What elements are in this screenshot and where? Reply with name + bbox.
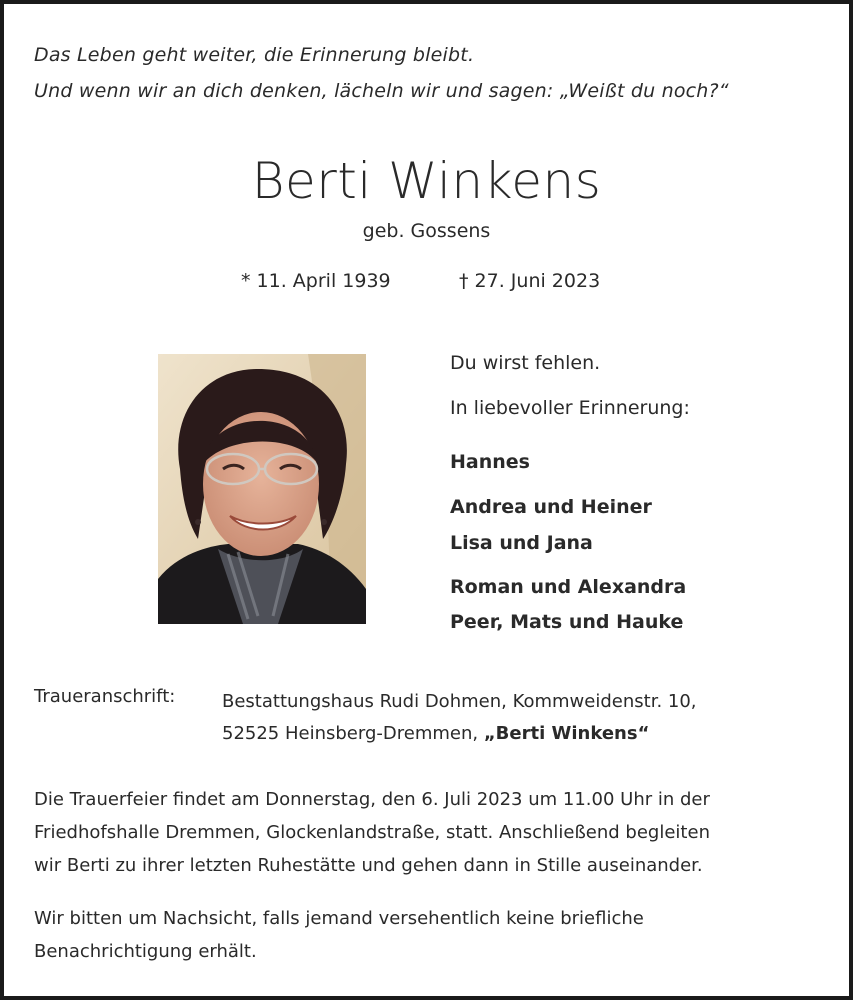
ceremony-line-2: Friedhofshalle Dremmen, Glockenlandstraße, statt. Anschließend begleiten xyxy=(34,822,710,843)
portrait-image xyxy=(158,354,366,624)
ceremony-line-3: wir Berti zu ihrer letzten Ruhestätte und gehen dann in Stille auseinander. xyxy=(34,855,703,876)
address-line-2 xyxy=(222,718,697,750)
farewell-line-1: Du wirst fehlen. xyxy=(450,352,601,374)
notice-line-1: Wir bitten um Nachsicht, falls jemand versehentlich keine briefliche xyxy=(34,908,644,929)
ceremony-paragraph xyxy=(34,783,824,882)
farewell-line-2: In liebevoller Erinnerung: xyxy=(450,397,690,419)
motto-line-1: Das Leben geht weiter, die Erinnerung bleibt. xyxy=(34,44,475,66)
family-member-5: Peer, Mats und Hauke xyxy=(450,611,684,633)
motto-line-2: Und wenn wir an dich denken, lächeln wir und sagen: „Weißt du noch?“ xyxy=(34,80,729,102)
notice-paragraph xyxy=(34,902,824,968)
maiden-name: geb. Gossens xyxy=(362,220,491,242)
ceremony-line-1: Die Trauerfeier findet am Donnerstag, den 6. Juli 2023 um 11.00 Uhr in der xyxy=(34,789,710,810)
motto-quote xyxy=(34,37,729,109)
family-member-2: Andrea und Heiner xyxy=(450,496,652,518)
family-member-4: Roman und Alexandra xyxy=(450,576,687,598)
address-label: Traueranschrift: xyxy=(34,686,176,707)
death-date: † 27. Juni 2023 xyxy=(459,270,601,292)
notice-line-2: Benachrichtigung erhält. xyxy=(34,941,257,962)
family-member-1: Hannes xyxy=(450,451,530,473)
deceased-name: Berti Winkens xyxy=(251,152,602,210)
address-reference: „Berti Winkens“ xyxy=(483,723,650,744)
address-city: 52525 Heinsberg-Dremmen, xyxy=(222,723,479,744)
birth-date: * 11. April 1939 xyxy=(241,270,391,292)
address-line-1: Bestattungshaus Rudi Dohmen, Kommweidenstr. 10, xyxy=(222,691,697,712)
family-member-3: Lisa und Jana xyxy=(450,532,593,554)
mourning-address xyxy=(222,686,697,750)
portrait-photo xyxy=(158,354,366,624)
